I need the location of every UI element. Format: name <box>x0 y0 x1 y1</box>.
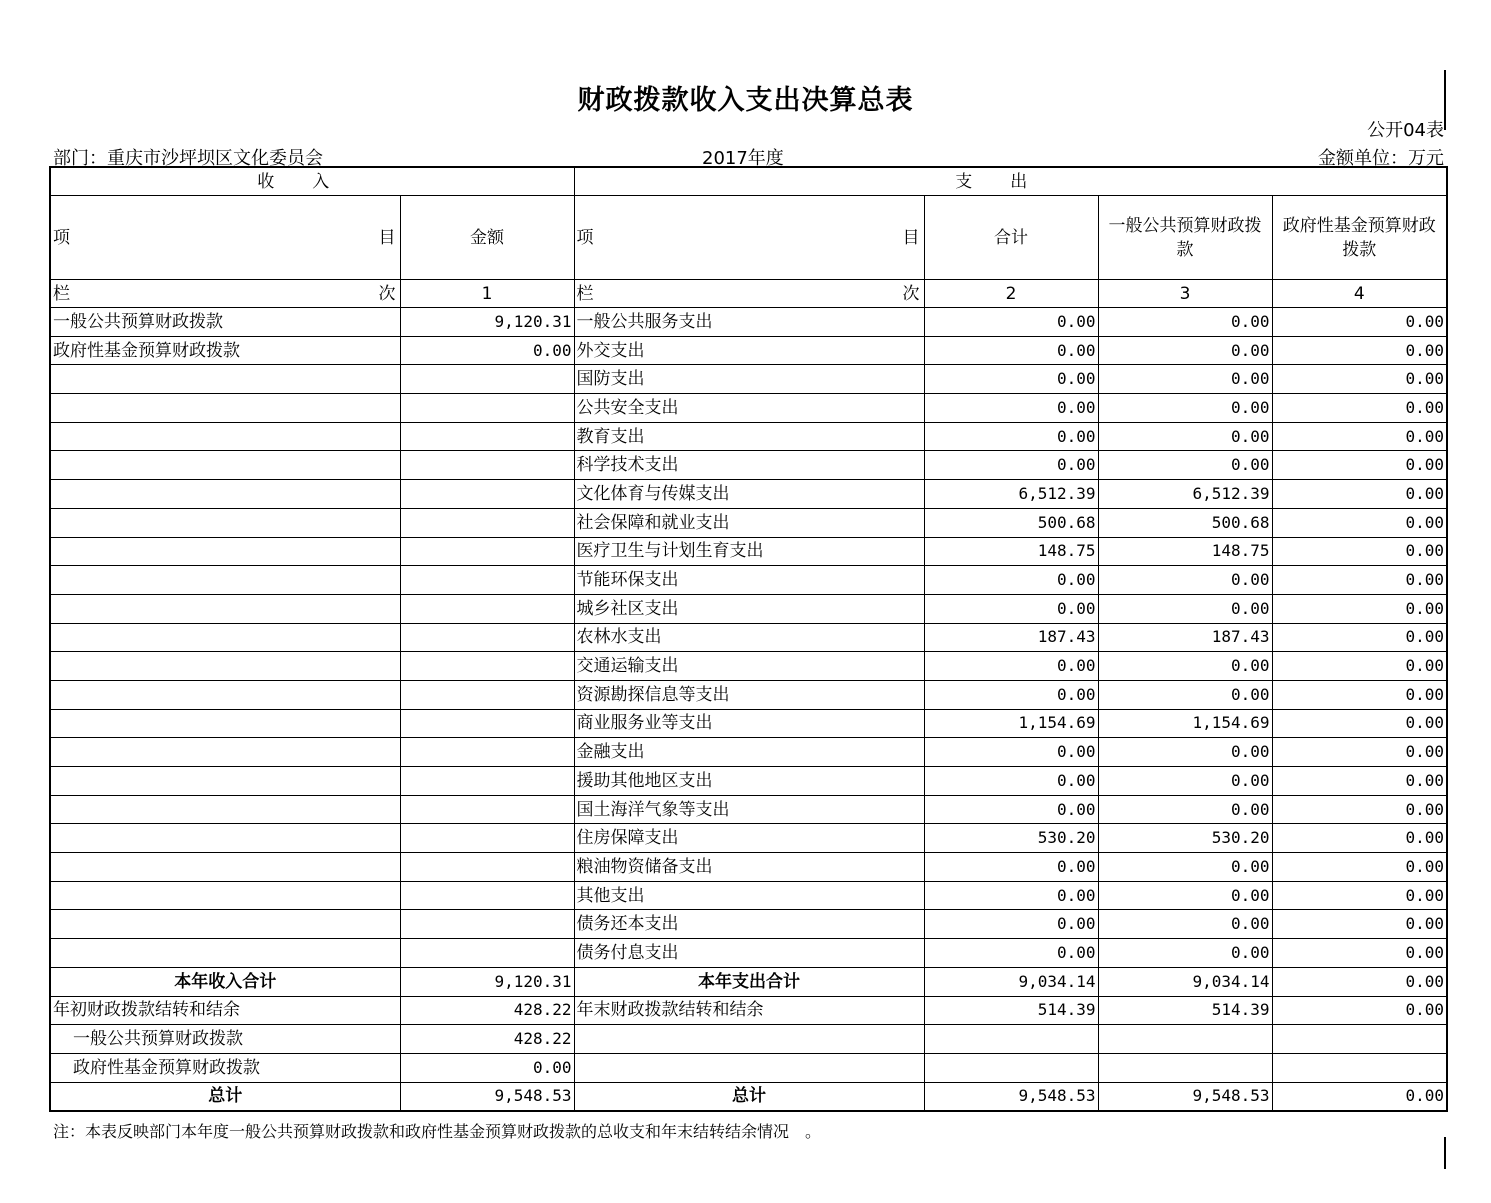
expenditure-item: 债务还本支出 <box>574 910 924 939</box>
income-item <box>50 853 400 882</box>
income-amount <box>400 422 574 451</box>
expenditure-gov-fund: 0.00 <box>1272 853 1447 882</box>
income-amount <box>400 853 574 882</box>
carryover-fund-label: 政府性基金预算财政拨款 <box>50 1053 400 1082</box>
table-row <box>50 394 1447 423</box>
expenditure-total: 148.75 <box>924 537 1098 566</box>
expenditure-total: 0.00 <box>924 566 1098 595</box>
expenditure-grand-total: 9,548.53 <box>924 1082 1098 1111</box>
expenditure-total: 0.00 <box>924 853 1098 882</box>
expenditure-item: 债务付息支出 <box>574 939 924 968</box>
expenditure-gov-fund: 0.00 <box>1272 508 1447 537</box>
expenditure-total: 500.68 <box>924 508 1098 537</box>
expenditure-gov-fund: 0.00 <box>1272 795 1447 824</box>
expenditure-total: 0.00 <box>924 939 1098 968</box>
table-row <box>50 939 1447 968</box>
expenditure-item: 节能环保支出 <box>574 566 924 595</box>
table-row <box>50 680 1447 709</box>
table-row <box>50 336 1447 365</box>
expenditure-item: 外交支出 <box>574 336 924 365</box>
expenditure-year-total-fund: 0.00 <box>1272 967 1447 996</box>
total-header: 合计 <box>924 196 1098 280</box>
expenditure-item: 援助其他地区支出 <box>574 767 924 796</box>
expenditure-gov-fund: 0.00 <box>1272 422 1447 451</box>
income-amount <box>400 709 574 738</box>
expenditure-general-budget: 6,512.39 <box>1098 480 1272 509</box>
expenditure-total: 0.00 <box>924 365 1098 394</box>
expenditure-gov-fund: 0.00 <box>1272 537 1447 566</box>
expenditure-carryover-general: 514.39 <box>1098 996 1272 1025</box>
income-amount <box>400 939 574 968</box>
expenditure-carryover-total: 514.39 <box>924 996 1098 1025</box>
table-row <box>50 910 1447 939</box>
header-row-columns <box>50 196 1447 280</box>
expenditure-item: 医疗卫生与计划生育支出 <box>574 537 924 566</box>
col-index-3: 3 <box>1098 280 1272 308</box>
header-row-section <box>50 167 1447 196</box>
expenditure-general-budget: 0.00 <box>1098 939 1272 968</box>
expenditure-item-header: 项 目 <box>574 196 924 280</box>
table-row <box>50 767 1447 796</box>
income-item <box>50 881 400 910</box>
expenditure-gov-fund: 0.00 <box>1272 738 1447 767</box>
expenditure-index-header: 栏 次 <box>574 280 924 308</box>
expenditure-gov-fund: 0.00 <box>1272 308 1447 337</box>
carryover-general-amount: 428.22 <box>400 1025 574 1054</box>
expenditure-gov-fund: 0.00 <box>1272 566 1447 595</box>
expenditure-item: 城乡社区支出 <box>574 594 924 623</box>
expenditure-general-budget: 148.75 <box>1098 537 1272 566</box>
footnote: 注：本表反映部门本年度一般公共预算财政拨款和政府性基金预算财政拨款的总收支和年末结转结余情况 。 <box>53 1122 822 1141</box>
expenditure-general-budget: 0.00 <box>1098 594 1272 623</box>
general-budget-header: 一般公共预算财政拨款 <box>1098 196 1272 280</box>
expenditure-item: 金融支出 <box>574 738 924 767</box>
income-amount <box>400 881 574 910</box>
income-amount <box>400 451 574 480</box>
expenditure-total: 0.00 <box>924 795 1098 824</box>
expenditure-item: 公共安全支出 <box>574 394 924 423</box>
income-item <box>50 508 400 537</box>
table-row <box>50 594 1447 623</box>
expenditure-total: 530.20 <box>924 824 1098 853</box>
expenditure-total: 0.00 <box>924 451 1098 480</box>
expenditure-total: 6,512.39 <box>924 480 1098 509</box>
col-index-1: 1 <box>400 280 574 308</box>
amount-header: 金额 <box>400 196 574 280</box>
income-amount <box>400 623 574 652</box>
expenditure-item: 农林水支出 <box>574 623 924 652</box>
expenditure-total: 187.43 <box>924 623 1098 652</box>
expenditure-total: 0.00 <box>924 910 1098 939</box>
expenditure-year-total-general: 9,034.14 <box>1098 967 1272 996</box>
expenditure-item: 粮油物资储备支出 <box>574 853 924 882</box>
expenditure-general-budget: 187.43 <box>1098 623 1272 652</box>
page-edge-marker-top <box>1444 70 1446 130</box>
expenditure-grand-total-fund: 0.00 <box>1272 1082 1447 1111</box>
table-row <box>50 853 1447 882</box>
income-carryover-label: 年初财政拨款结转和结余 <box>50 996 400 1025</box>
expenditure-grand-total-label: 总计 <box>574 1082 924 1111</box>
income-item <box>50 594 400 623</box>
expenditure-gov-fund: 0.00 <box>1272 623 1447 652</box>
expenditure-gov-fund: 0.00 <box>1272 939 1447 968</box>
income-item: 一般公共预算财政拨款 <box>50 308 400 337</box>
table-row <box>50 508 1447 537</box>
expenditure-general-budget: 0.00 <box>1098 566 1272 595</box>
expenditure-gov-fund: 0.00 <box>1272 594 1447 623</box>
table-row <box>50 738 1447 767</box>
income-amount <box>400 480 574 509</box>
expenditure-general-budget: 0.00 <box>1098 422 1272 451</box>
amount-unit: 金额单位：万元 <box>1318 148 1444 169</box>
income-header: 收入 <box>50 167 574 196</box>
income-item <box>50 566 400 595</box>
income-item <box>50 422 400 451</box>
income-item <box>50 709 400 738</box>
income-year-total-label: 本年收入合计 <box>50 967 400 996</box>
expenditure-year-total: 9,034.14 <box>924 967 1098 996</box>
income-amount <box>400 537 574 566</box>
budget-table <box>49 166 1448 1112</box>
income-item <box>50 795 400 824</box>
expenditure-year-total-label: 本年支出合计 <box>574 967 924 996</box>
expenditure-item: 国防支出 <box>574 365 924 394</box>
income-amount <box>400 795 574 824</box>
table-row <box>50 881 1447 910</box>
page-title: 财政拨款收入支出决算总表 <box>577 85 914 116</box>
department-label: 部门：重庆市沙坪坝区文化委员会 <box>53 148 323 169</box>
expenditure-item: 一般公共服务支出 <box>574 308 924 337</box>
expenditure-gov-fund: 0.00 <box>1272 910 1447 939</box>
expenditure-general-budget: 0.00 <box>1098 365 1272 394</box>
expenditure-general-budget: 0.00 <box>1098 308 1272 337</box>
expenditure-item: 住房保障支出 <box>574 824 924 853</box>
header-row-index <box>50 280 1447 308</box>
income-amount: 0.00 <box>400 336 574 365</box>
expenditure-item: 资源勘探信息等支出 <box>574 680 924 709</box>
expenditure-total: 0.00 <box>924 394 1098 423</box>
income-year-total-amount: 9,120.31 <box>400 967 574 996</box>
expenditure-general-budget: 0.00 <box>1098 738 1272 767</box>
expenditure-item: 国土海洋气象等支出 <box>574 795 924 824</box>
expenditure-general-budget: 0.00 <box>1098 394 1272 423</box>
expenditure-gov-fund: 0.00 <box>1272 365 1447 394</box>
expenditure-gov-fund: 0.00 <box>1272 881 1447 910</box>
expenditure-carryover-label: 年末财政拨款结转和结余 <box>574 996 924 1025</box>
expenditure-item: 交通运输支出 <box>574 652 924 681</box>
expenditure-total: 0.00 <box>924 594 1098 623</box>
table-row <box>50 652 1447 681</box>
income-item <box>50 537 400 566</box>
income-amount <box>400 738 574 767</box>
expenditure-item: 文化体育与传媒支出 <box>574 480 924 509</box>
income-amount <box>400 680 574 709</box>
expenditure-general-budget: 0.00 <box>1098 652 1272 681</box>
expenditure-gov-fund: 0.00 <box>1272 394 1447 423</box>
expenditure-total: 0.00 <box>924 881 1098 910</box>
expenditure-item: 科学技术支出 <box>574 451 924 480</box>
table-row <box>50 422 1447 451</box>
expenditure-general-budget: 0.00 <box>1098 881 1272 910</box>
income-item <box>50 767 400 796</box>
year-total-row <box>50 967 1447 996</box>
col-index-4: 4 <box>1272 280 1447 308</box>
income-amount <box>400 910 574 939</box>
carryover-general-label: 一般公共预算财政拨款 <box>50 1025 400 1054</box>
table-row <box>50 824 1447 853</box>
table-row <box>50 537 1447 566</box>
expenditure-general-budget: 1,154.69 <box>1098 709 1272 738</box>
income-amount <box>400 365 574 394</box>
table-row <box>50 308 1447 337</box>
income-index-header: 栏 次 <box>50 280 400 308</box>
expenditure-gov-fund: 0.00 <box>1272 680 1447 709</box>
expenditure-general-budget: 0.00 <box>1098 853 1272 882</box>
expenditure-general-budget: 0.00 <box>1098 680 1272 709</box>
income-amount <box>400 824 574 853</box>
fiscal-year: 2017年度 <box>702 148 784 169</box>
expenditure-general-budget: 500.68 <box>1098 508 1272 537</box>
income-item <box>50 939 400 968</box>
income-carryover-amount: 428.22 <box>400 996 574 1025</box>
table-row <box>50 795 1447 824</box>
income-item-header: 项 目 <box>50 196 400 280</box>
expenditure-general-budget: 0.00 <box>1098 767 1272 796</box>
income-item <box>50 480 400 509</box>
carryover-row <box>50 996 1447 1025</box>
income-amount <box>400 594 574 623</box>
expenditure-gov-fund: 0.00 <box>1272 709 1447 738</box>
expenditure-total: 0.00 <box>924 767 1098 796</box>
expenditure-header: 支出 <box>574 167 1447 196</box>
expenditure-general-budget: 0.00 <box>1098 795 1272 824</box>
page-edge-marker-bottom <box>1444 1137 1446 1169</box>
expenditure-item: 社会保障和就业支出 <box>574 508 924 537</box>
col-index-2: 2 <box>924 280 1098 308</box>
carryover-fund-amount: 0.00 <box>400 1053 574 1082</box>
expenditure-general-budget: 0.00 <box>1098 336 1272 365</box>
expenditure-general-budget: 530.20 <box>1098 824 1272 853</box>
table-row <box>50 451 1447 480</box>
income-amount: 9,120.31 <box>400 308 574 337</box>
expenditure-item: 教育支出 <box>574 422 924 451</box>
expenditure-total: 0.00 <box>924 336 1098 365</box>
gov-fund-header: 政府性基金预算财政拨款 <box>1272 196 1447 280</box>
income-grand-total-amount: 9,548.53 <box>400 1082 574 1111</box>
income-item <box>50 910 400 939</box>
table-row <box>50 480 1447 509</box>
expenditure-gov-fund: 0.00 <box>1272 480 1447 509</box>
expenditure-item: 其他支出 <box>574 881 924 910</box>
income-item: 政府性基金预算财政拨款 <box>50 336 400 365</box>
expenditure-total: 0.00 <box>924 738 1098 767</box>
income-item <box>50 451 400 480</box>
expenditure-total: 0.00 <box>924 422 1098 451</box>
income-amount <box>400 394 574 423</box>
expenditure-gov-fund: 0.00 <box>1272 336 1447 365</box>
expenditure-total: 1,154.69 <box>924 709 1098 738</box>
expenditure-gov-fund: 0.00 <box>1272 767 1447 796</box>
income-item <box>50 394 400 423</box>
income-item <box>50 824 400 853</box>
form-number: 公开04表 <box>1367 120 1444 141</box>
expenditure-gov-fund: 0.00 <box>1272 652 1447 681</box>
income-item <box>50 365 400 394</box>
expenditure-total: 0.00 <box>924 652 1098 681</box>
table-row <box>50 365 1447 394</box>
table-row <box>50 623 1447 652</box>
expenditure-total: 0.00 <box>924 680 1098 709</box>
grand-total-row <box>50 1082 1447 1111</box>
income-item <box>50 680 400 709</box>
expenditure-total: 0.00 <box>924 308 1098 337</box>
expenditure-gov-fund: 0.00 <box>1272 451 1447 480</box>
table-row <box>50 566 1447 595</box>
table-row <box>50 709 1447 738</box>
carryover-fund-row <box>50 1053 1447 1082</box>
income-item <box>50 738 400 767</box>
income-item <box>50 652 400 681</box>
income-amount <box>400 508 574 537</box>
income-grand-total-label: 总计 <box>50 1082 400 1111</box>
expenditure-gov-fund: 0.00 <box>1272 824 1447 853</box>
expenditure-general-budget: 0.00 <box>1098 910 1272 939</box>
income-amount <box>400 566 574 595</box>
income-item <box>50 623 400 652</box>
income-amount <box>400 652 574 681</box>
expenditure-item: 商业服务业等支出 <box>574 709 924 738</box>
expenditure-carryover-fund: 0.00 <box>1272 996 1447 1025</box>
expenditure-grand-total-general: 9,548.53 <box>1098 1082 1272 1111</box>
income-amount <box>400 767 574 796</box>
expenditure-general-budget: 0.00 <box>1098 451 1272 480</box>
carryover-general-row <box>50 1025 1447 1054</box>
